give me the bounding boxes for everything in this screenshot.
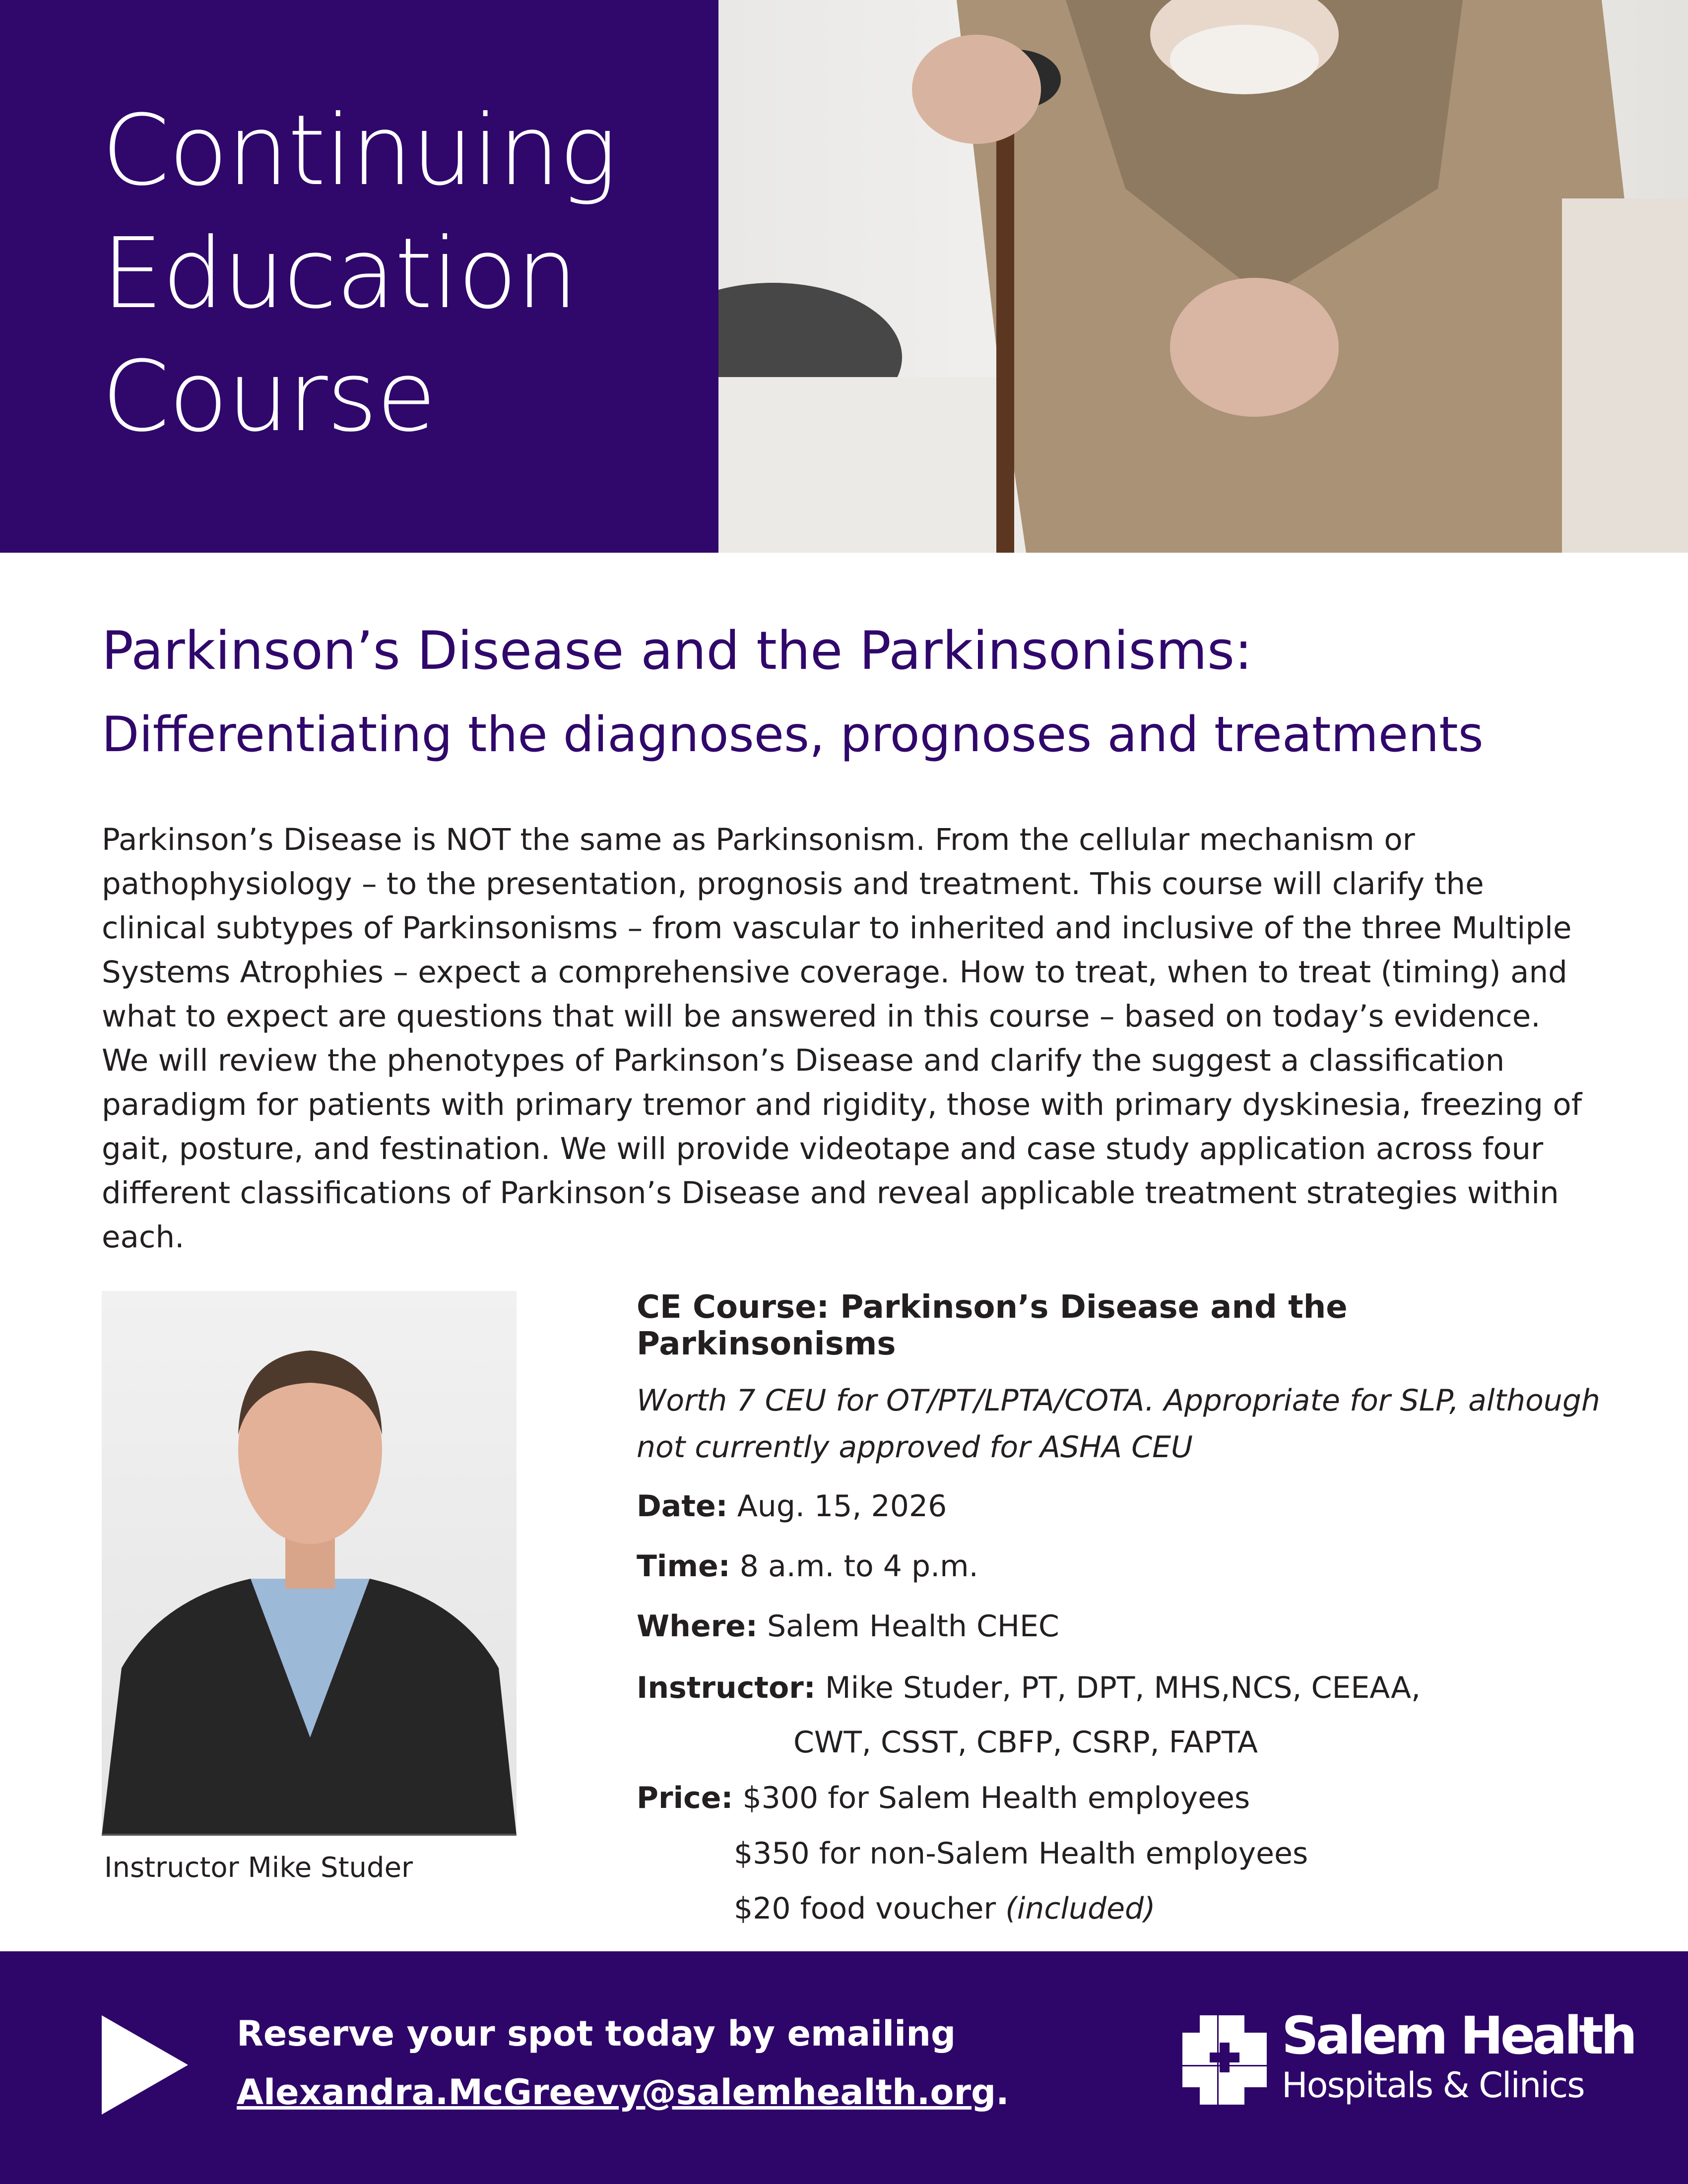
instructor-portrait — [102, 1291, 517, 1836]
logo-line1: Salem Health — [1282, 2005, 1634, 2066]
hero-title-line: Education — [102, 217, 577, 330]
date-row — [637, 1477, 1604, 1537]
price-non-employee: $350 for non-Salem Health employees — [734, 1836, 1308, 1871]
reserve-text: Reserve your spot today by emailing — [237, 2013, 956, 2054]
salem-health-logo — [1182, 2005, 1634, 2110]
time-row — [637, 1537, 1604, 1597]
email-suffix: . — [996, 2072, 1009, 2113]
course-description: Parkinson’s Disease is NOT the same as Parkinsonism. From the cellular mechanism or pathophysiology – to the presentation, prognosis and treatment. This course will clarify the clinical subtypes of Parkinsonisms – from vascular to inherited and inclusive of the three Multiple Systems Atrophies – expect a comprehensive coverage. How to treat, when to treat (timing) and what to expect are questions that will be answered in this course – based on today’s evidence. We will review the phenotypes of Parkinson’s Disease and clarify the suggest a classification paradigm for patients with primary tremor and rigidity, those with primary dyskinesia, freezing of gait, posture, and festination. We will provide videotape and case study application across four different classifications of Parkinson’s Disease and reveal applicable treatment strategies within each. — [102, 822, 1582, 1255]
photo-illustration — [718, 0, 1688, 553]
reserve-cta — [237, 2004, 1009, 2121]
hero-title-line: Continuing — [102, 94, 617, 207]
ceu-note: Worth 7 CEU for OT/PT/LPTA/COTA. Appropriate for SLP, although not currently approved for ASHA CEU — [637, 1383, 1600, 1465]
course-subtitle-heading: Differentiating the diagnoses, prognoses and treatments — [102, 707, 1484, 763]
hero-title — [102, 89, 616, 458]
logo-line2: Hospitals & Clinics — [1282, 2065, 1584, 2106]
hero-photo-elderly-man-with-cane — [718, 0, 1688, 553]
date-label: Date: — [637, 1489, 728, 1524]
instructor-caption: Instructor Mike Studer — [104, 1852, 413, 1884]
price-employee: $300 for Salem Health employees — [742, 1781, 1250, 1815]
play-arrow-icon — [102, 2015, 188, 2115]
course-details — [637, 1289, 1604, 1936]
instructor-credentials: CWT, CSST, CBFP, CSRP, FAPTA — [793, 1725, 1258, 1760]
where-label: Where: — [637, 1609, 758, 1644]
where-row — [637, 1597, 1604, 1657]
price-voucher-row — [637, 1881, 1604, 1936]
email-link[interactable]: Alexandra.McGreevy@salemhealth.org — [237, 2072, 996, 2113]
hero-banner — [0, 0, 718, 553]
time-value: 8 a.m. to 4 p.m. — [739, 1549, 978, 1584]
time-label: Time: — [637, 1549, 730, 1584]
course-details-title: CE Course: Parkinson’s Disease and the Parkinsonisms — [637, 1289, 1348, 1362]
voucher-note: (included) — [1005, 1891, 1156, 1926]
instructor-label: Instructor: — [637, 1670, 816, 1705]
instructor-value: Mike Studer, PT, DPT, MHS,NCS, CEEAA, — [825, 1670, 1421, 1705]
price-label: Price: — [637, 1781, 733, 1815]
instructor-photo — [102, 1291, 517, 1836]
hero-title-line: Course — [102, 340, 436, 453]
price-voucher: $20 food voucher — [734, 1891, 996, 1926]
price-row — [637, 1770, 1604, 1826]
where-value: Salem Health CHEC — [767, 1609, 1059, 1644]
course-title-heading: Parkinson’s Disease and the Parkinsonisms: — [102, 620, 1252, 681]
logo-cross-icon — [1182, 2015, 1272, 2105]
instructor-row — [637, 1661, 1604, 1715]
date-value: Aug. 15, 2026 — [737, 1489, 947, 1524]
